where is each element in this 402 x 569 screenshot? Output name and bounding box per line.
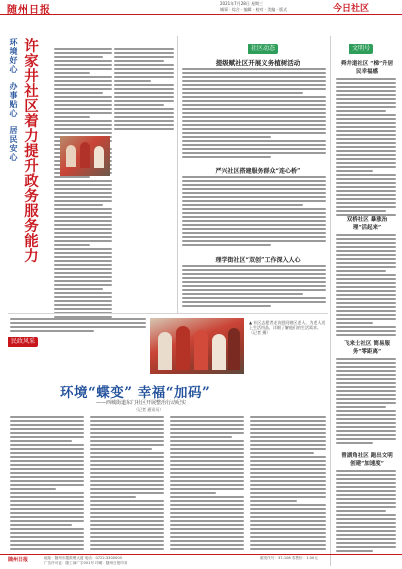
section-brand: 今日社区 bbox=[333, 4, 370, 14]
slogan-line-3: 居民安心 bbox=[9, 126, 18, 162]
issue-date: 2021年7月28日 星期三 bbox=[220, 1, 264, 6]
footer-line-3: 邮发代号：37-108 零售价：1.00元 bbox=[260, 556, 318, 560]
feature-intro-text bbox=[10, 318, 146, 334]
right-title-3: 飞来士社区 简易服务“零距离” bbox=[344, 341, 390, 355]
feature-body-col-1 bbox=[10, 416, 84, 552]
editor-credits: 城事 · 综合 · 编辑 · 校对 · 美编 · 版式 bbox=[220, 7, 288, 12]
right-story-4-text bbox=[336, 470, 396, 554]
footer-line-1: 地址：随州市擂鼓墩大道 电话：0722-3300000 bbox=[44, 556, 122, 560]
right-story-1-text bbox=[336, 78, 396, 218]
masthead bbox=[0, 0, 402, 15]
feature-tag: 民政风采 bbox=[8, 337, 38, 347]
lead-headline: 许家井社区着力提升政务服务能力 bbox=[22, 38, 39, 263]
middle-title-3: 理学街社区“双创”工作深入人心 bbox=[215, 257, 301, 264]
middle-story-2-text bbox=[182, 176, 326, 248]
feature-body-col-3 bbox=[170, 416, 244, 552]
divider-right bbox=[330, 36, 331, 566]
right-story-3-text bbox=[336, 358, 396, 446]
slogan-line-1: 环境好心 bbox=[9, 38, 18, 74]
right-title-4: 曾湖角社区 跑出文明创建“加速度” bbox=[341, 453, 393, 467]
footer-line-2: 广告许可证：随工商广字001号 印刷：随州日报印务 bbox=[44, 561, 128, 565]
civilization-tag: 文明号 bbox=[349, 44, 373, 54]
middle-story-1-text bbox=[182, 68, 326, 160]
feature-headline: 环境“蝶变” 幸福“加码” bbox=[60, 385, 211, 401]
lead-story-text-c bbox=[54, 180, 112, 188]
news-tag: 社区动态 bbox=[248, 44, 278, 54]
feature-top-rule bbox=[8, 313, 328, 314]
right-title-2: 双桥社区 暴涨治理“活起来” bbox=[346, 217, 388, 231]
photo-caption: ▲ 社区志愿者走访慰问辖区老人，为老人送上生活用品，详细了解他们的生活需求。（记者 摄） bbox=[249, 320, 326, 336]
left-vertical-column bbox=[8, 38, 38, 278]
feature-byline: （记者 通讯员） bbox=[134, 407, 164, 412]
right-title-1: 舜井道社区 “梯”升居民幸福感 bbox=[340, 61, 394, 75]
middle-title-2: 严兴社区搭建服务群众“连心桥” bbox=[215, 168, 301, 175]
feature-body-col-4 bbox=[250, 416, 326, 552]
lead-story-text-b bbox=[114, 48, 174, 132]
right-story-2-text bbox=[336, 234, 396, 338]
slogan-line-2: 办事贴心 bbox=[9, 82, 18, 118]
feature-photo bbox=[150, 318, 244, 374]
lead-story-photo bbox=[60, 136, 110, 176]
feature-body-col-2 bbox=[90, 416, 164, 552]
divider-left bbox=[177, 36, 178, 313]
footer-rule bbox=[0, 554, 402, 555]
middle-title-1: 提级赋社区开展义务植树活动 bbox=[215, 59, 301, 67]
newspaper-logo: 随州日报 bbox=[7, 5, 51, 16]
feature-subtitle: ——西城街道东门社区开展整治行动纪实 bbox=[96, 400, 187, 406]
footer-paper-name: 随州日报 bbox=[8, 557, 29, 563]
middle-story-3-text bbox=[182, 265, 326, 309]
